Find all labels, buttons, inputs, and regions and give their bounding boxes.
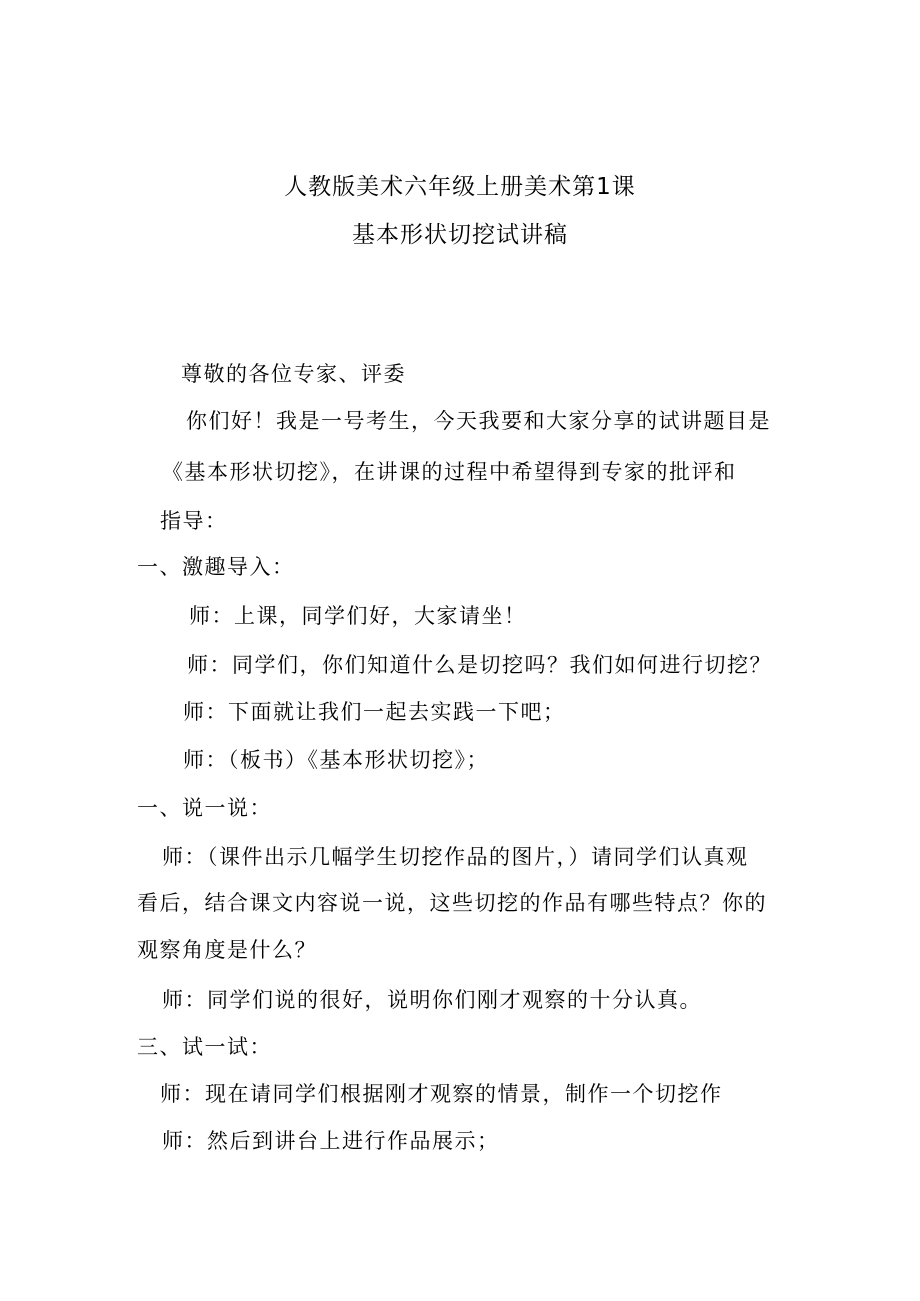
section3-line-1: 师：现在请同学们根据刚才观察的情景，制作一个切挖作 xyxy=(160,1082,723,1106)
intro-line-3: 指导： xyxy=(160,509,228,533)
section1-line-1: 师：上课，同学们好，大家请坐！ xyxy=(189,604,527,628)
section2-heading: 一、说一说： xyxy=(137,796,272,820)
section2-line-2: 师：同学们说的很好，说明你们刚才观察的十分认真。 xyxy=(162,988,702,1012)
section1-line-3: 师：下面就让我们一起去实践一下吧； xyxy=(183,700,566,724)
intro-line-2: 《基本形状切挖》，在讲课的过程中希望得到专家的批评和 xyxy=(162,460,737,484)
section1-heading: 一、激趣导入： xyxy=(137,555,295,579)
section1-line-2: 师：同学们，你们知道什么是切挖吗？我们如何进行切挖？ xyxy=(187,653,772,677)
section3-heading: 三、试一试： xyxy=(137,1035,272,1059)
document-title-line1: 人教版美术六年级上册美术第1课 xyxy=(284,174,636,200)
section2-para1-line-2: 看后，结合课文内容说一说，这些切挖的作品有哪些特点？你的 xyxy=(137,891,767,915)
section3-line-2: 师：然后到讲台上进行作品展示； xyxy=(162,1129,500,1153)
section1-line-4: 师：（板书）《基本形状切挖》； xyxy=(183,748,489,772)
intro-line-1: 你们好！我是一号考生，今天我要和大家分享的试讲题目是 xyxy=(186,409,771,433)
section2-para1-line-1: 师：（课件出示几幅学生切挖作品的图片，）请同学们认真观 xyxy=(162,845,749,869)
section2-para1-line-3: 观察角度是什么？ xyxy=(137,938,317,962)
greeting: 尊敬的各位专家、评委 xyxy=(181,362,406,386)
document-title-line2: 基本形状切挖试讲稿 xyxy=(352,222,568,248)
